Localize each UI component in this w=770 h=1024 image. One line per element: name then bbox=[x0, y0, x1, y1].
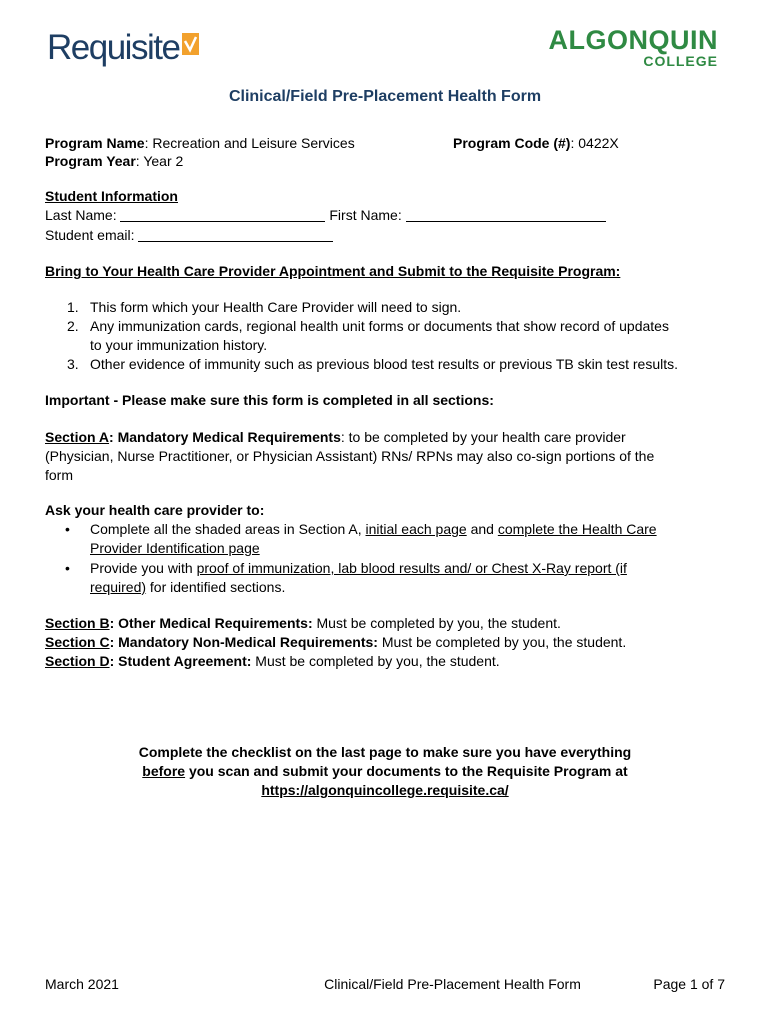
section-d-title: : Student Agreement: bbox=[109, 653, 252, 669]
list-item-text: Other evidence of immunity such as previous blood test results or previous TB skin test results. bbox=[90, 356, 678, 372]
section-a-line2: (Physician, Nurse Practitioner, or Physician Assistant) RNs/ RPNs may also co-sign portions of the bbox=[45, 448, 655, 464]
check-icon bbox=[182, 33, 199, 55]
bullet-1-mid: and bbox=[466, 521, 498, 537]
section-b-text: Must be completed by you, the student. bbox=[312, 615, 561, 631]
section-a-line3: form bbox=[45, 467, 73, 483]
section-d-line bbox=[45, 652, 500, 671]
section-d-text: Must be completed by you, the student. bbox=[251, 653, 500, 669]
bullet-1-underline-2: complete the Health Care bbox=[497, 521, 657, 537]
program-name-value: : Recreation and Leisure Services bbox=[144, 135, 355, 151]
ask-heading: Ask your health care provider to: bbox=[45, 502, 265, 518]
bullet-2-post: for identified sections. bbox=[146, 579, 286, 595]
list-item-text: This form which your Health Care Provider will need to sign. bbox=[90, 299, 462, 315]
section-c-line bbox=[45, 633, 626, 652]
bring-heading: Bring to Your Health Care Provider Appointment and Submit to the Requisite Program: bbox=[45, 263, 621, 279]
footer-date: March 2021 bbox=[45, 976, 119, 992]
bullet-1-underline-1: initial each page bbox=[365, 521, 467, 537]
bullet-2-underline-2: required) bbox=[90, 579, 147, 595]
section-b-line bbox=[45, 614, 561, 633]
section-a-label: Section A bbox=[45, 429, 110, 445]
program-year-label: Program Year bbox=[45, 153, 136, 169]
section-b-title: : Other Medical Requirements: bbox=[109, 615, 313, 631]
section-a-text: : to be completed by your health care provider bbox=[340, 429, 626, 445]
bullet-2-underline-1: proof of immunization, lab blood results and/ or Chest X-Ray report (if bbox=[196, 560, 627, 576]
bullet-2-text: Provide you with bbox=[90, 560, 197, 576]
list-item-number: 2. bbox=[67, 318, 79, 334]
requisite-logo-text: Requisite bbox=[47, 28, 180, 67]
program-code-label: Program Code (#) bbox=[453, 135, 571, 151]
name-line bbox=[45, 206, 606, 225]
page-title: Clinical/Field Pre-Placement Health Form bbox=[228, 88, 542, 105]
section-c-text: Must be completed by you, the student. bbox=[377, 634, 627, 650]
bullet-1-line1 bbox=[90, 520, 657, 539]
program-name-line bbox=[45, 134, 355, 153]
program-year-value: : Year 2 bbox=[135, 153, 184, 169]
list-item bbox=[67, 298, 747, 317]
email-label: Student email: bbox=[45, 227, 135, 243]
bullet-2-line2 bbox=[90, 578, 285, 597]
requisite-logo bbox=[47, 28, 199, 68]
bullet-2-line1 bbox=[90, 559, 627, 578]
list-item-text-cont: to your immunization history. bbox=[90, 337, 268, 353]
checklist-line2-text: you scan and submit your documents to the Requisite Program at bbox=[185, 763, 628, 779]
section-a-line1 bbox=[45, 428, 626, 447]
list-item bbox=[67, 317, 747, 355]
algonquin-logo-bottom: COLLEGE bbox=[643, 53, 718, 69]
section-c-label: Section C bbox=[45, 634, 110, 650]
email-line bbox=[45, 226, 333, 245]
bullet-icon: • bbox=[65, 521, 70, 537]
list-item-text: Any immunization cards, regional health unit forms or documents that show record of updates bbox=[90, 318, 669, 334]
program-year-line bbox=[45, 152, 183, 171]
algonquin-logo-top: ALGONQUIN bbox=[548, 25, 718, 55]
important-note: Important - Please make sure this form is completed in all sections: bbox=[45, 392, 494, 408]
list-item-number: 3. bbox=[67, 356, 79, 372]
list-item bbox=[67, 355, 747, 374]
first-name-label: First Name: bbox=[329, 207, 402, 223]
student-info-heading: Student Information bbox=[45, 188, 178, 204]
algonquin-logo bbox=[548, 26, 718, 68]
checklist-before: before bbox=[142, 763, 186, 779]
footer-page-number: Page 1 of 7 bbox=[653, 976, 725, 992]
bullet-1-line2: Provider Identification page bbox=[90, 540, 260, 556]
last-name-label: Last Name: bbox=[45, 207, 117, 223]
section-a-title: : Mandatory Medical Requirements bbox=[109, 429, 341, 445]
first-name-field[interactable] bbox=[406, 207, 606, 222]
program-code-line bbox=[453, 134, 619, 153]
requisite-url-link[interactable]: https://algonquincollege.requisite.ca/ bbox=[261, 782, 509, 798]
requirements-list bbox=[67, 298, 747, 374]
bullet-icon: • bbox=[65, 560, 70, 576]
email-field[interactable] bbox=[138, 227, 333, 242]
checklist-line1: Complete the checklist on the last page to make sure you have everything bbox=[138, 744, 632, 760]
footer-title: Clinical/Field Pre-Placement Health Form bbox=[324, 976, 581, 992]
section-b-label: Section B bbox=[45, 615, 110, 631]
section-c-title: : Mandatory Non-Medical Requirements: bbox=[109, 634, 378, 650]
last-name-field[interactable] bbox=[120, 207, 325, 222]
program-name-label: Program Name bbox=[45, 135, 145, 151]
program-code-value: : 0422X bbox=[570, 135, 619, 151]
checklist-line2 bbox=[0, 762, 770, 781]
bullet-1-text: Complete all the shaded areas in Section A, bbox=[90, 521, 366, 537]
list-item-number: 1. bbox=[67, 299, 79, 315]
section-d-label: Section D bbox=[45, 653, 110, 669]
